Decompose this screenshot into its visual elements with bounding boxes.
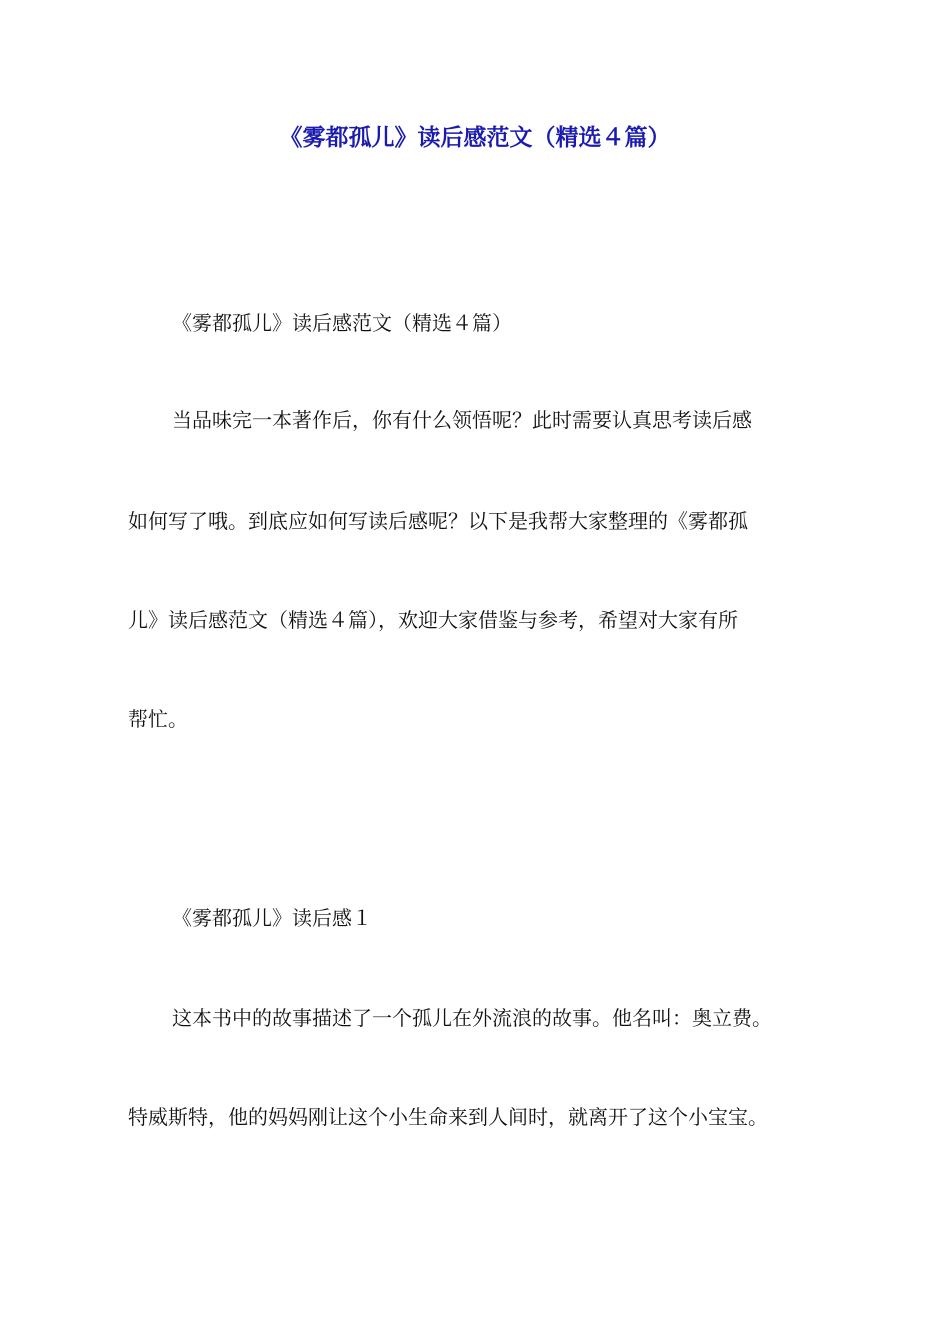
intro-paragraph-line: 当品味完一本著作后，你有什么领悟呢？此时需要认真思考读后感 <box>172 408 752 432</box>
page-title: 《雾都孤儿》读后感范文（精选４篇） <box>279 125 671 151</box>
section-paragraph-line: 这本书中的故事描述了一个孤儿在外流浪的故事。他名叫：奥立费。 <box>172 1006 772 1030</box>
intro-heading: 《雾都孤儿》读后感范文（精选４篇） <box>172 311 512 335</box>
section-heading: 《雾都孤儿》读后感１ <box>172 906 372 930</box>
section-paragraph-line: 特威斯特，他的妈妈刚让这个小生命来到人间时，就离开了这个小宝宝。 <box>128 1105 768 1129</box>
intro-paragraph-line: 儿》读后感范文（精选４篇），欢迎大家借鉴与参考，希望对大家有所 <box>128 608 738 632</box>
intro-paragraph-line: 如何写了哦。到底应如何写读后感呢？以下是我帮大家整理的《雾都孤 <box>128 509 748 533</box>
intro-paragraph-line: 帮忙。 <box>128 707 188 731</box>
